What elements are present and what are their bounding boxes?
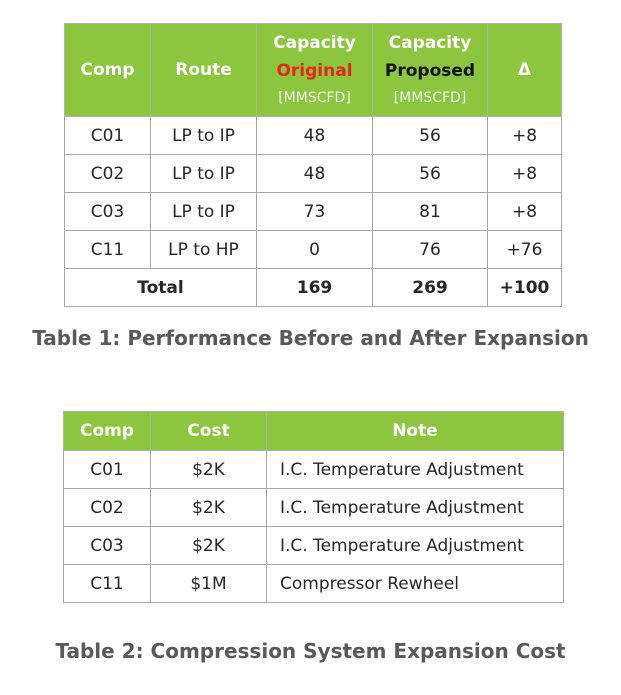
cell-note: Compressor Rewheel (267, 565, 564, 603)
table-row (65, 117, 562, 155)
unit-label: [MMSCFD] (278, 90, 351, 106)
header-delta: Δ (488, 24, 562, 117)
cell-route: LP to HP (151, 231, 257, 269)
total-proposed: 269 (373, 269, 488, 307)
cell-comp: C03 (64, 527, 151, 565)
cost-table (63, 411, 564, 603)
table2-caption: Table 2: Compression System Expansion Cost (55, 639, 566, 663)
header-comp: Comp (65, 24, 151, 117)
cell-proposed: 56 (373, 117, 488, 155)
header-cost: Cost (151, 412, 267, 451)
total-original: 169 (257, 269, 373, 307)
header-note: Note (267, 412, 564, 451)
capacity-label: Capacity (273, 33, 356, 53)
header-capacity-original (257, 24, 373, 117)
total-label: Total (65, 269, 257, 307)
cell-note: I.C. Temperature Adjustment (267, 527, 564, 565)
header-comp: Comp (64, 412, 151, 451)
cell-comp: C02 (64, 489, 151, 527)
proposed-label: Proposed (384, 61, 476, 81)
table-header-row (65, 24, 562, 117)
cell-cost: $2K (151, 489, 267, 527)
cell-cost: $2K (151, 451, 267, 489)
table-header-row (64, 412, 564, 451)
table1-caption: Table 1: Performance Before and After Expansion (32, 326, 589, 350)
cell-comp: C01 (64, 451, 151, 489)
cell-note: I.C. Temperature Adjustment (267, 489, 564, 527)
cell-comp: C11 (65, 231, 151, 269)
cell-proposed: 81 (373, 193, 488, 231)
cell-comp: C11 (64, 565, 151, 603)
cell-comp: C03 (65, 193, 151, 231)
cell-original: 48 (257, 155, 373, 193)
table-row (64, 451, 564, 489)
cell-note: I.C. Temperature Adjustment (267, 451, 564, 489)
capacity-label: Capacity (388, 33, 472, 53)
table-row (64, 565, 564, 603)
cell-proposed: 56 (373, 155, 488, 193)
cell-original: 0 (257, 231, 373, 269)
cell-original: 73 (257, 193, 373, 231)
header-capacity-proposed (373, 24, 488, 117)
unit-label: [MMSCFD] (393, 90, 467, 106)
cell-comp: C01 (65, 117, 151, 155)
table-row (64, 527, 564, 565)
cell-route: LP to IP (151, 193, 257, 231)
original-label: Original (276, 61, 353, 81)
cell-route: LP to IP (151, 117, 257, 155)
cell-cost: $1M (151, 565, 267, 603)
cell-delta: +76 (488, 231, 562, 269)
table-row (65, 193, 562, 231)
cell-delta: +8 (488, 193, 562, 231)
table-row (64, 489, 564, 527)
table-row (65, 155, 562, 193)
cell-proposed: 76 (373, 231, 488, 269)
performance-table (64, 23, 562, 307)
cell-route: LP to IP (151, 155, 257, 193)
header-route: Route (151, 24, 257, 117)
total-row (65, 269, 562, 307)
table-row (65, 231, 562, 269)
cell-delta: +8 (488, 117, 562, 155)
cell-delta: +8 (488, 155, 562, 193)
cell-cost: $2K (151, 527, 267, 565)
total-delta: +100 (488, 269, 562, 307)
cell-original: 48 (257, 117, 373, 155)
cell-comp: C02 (65, 155, 151, 193)
